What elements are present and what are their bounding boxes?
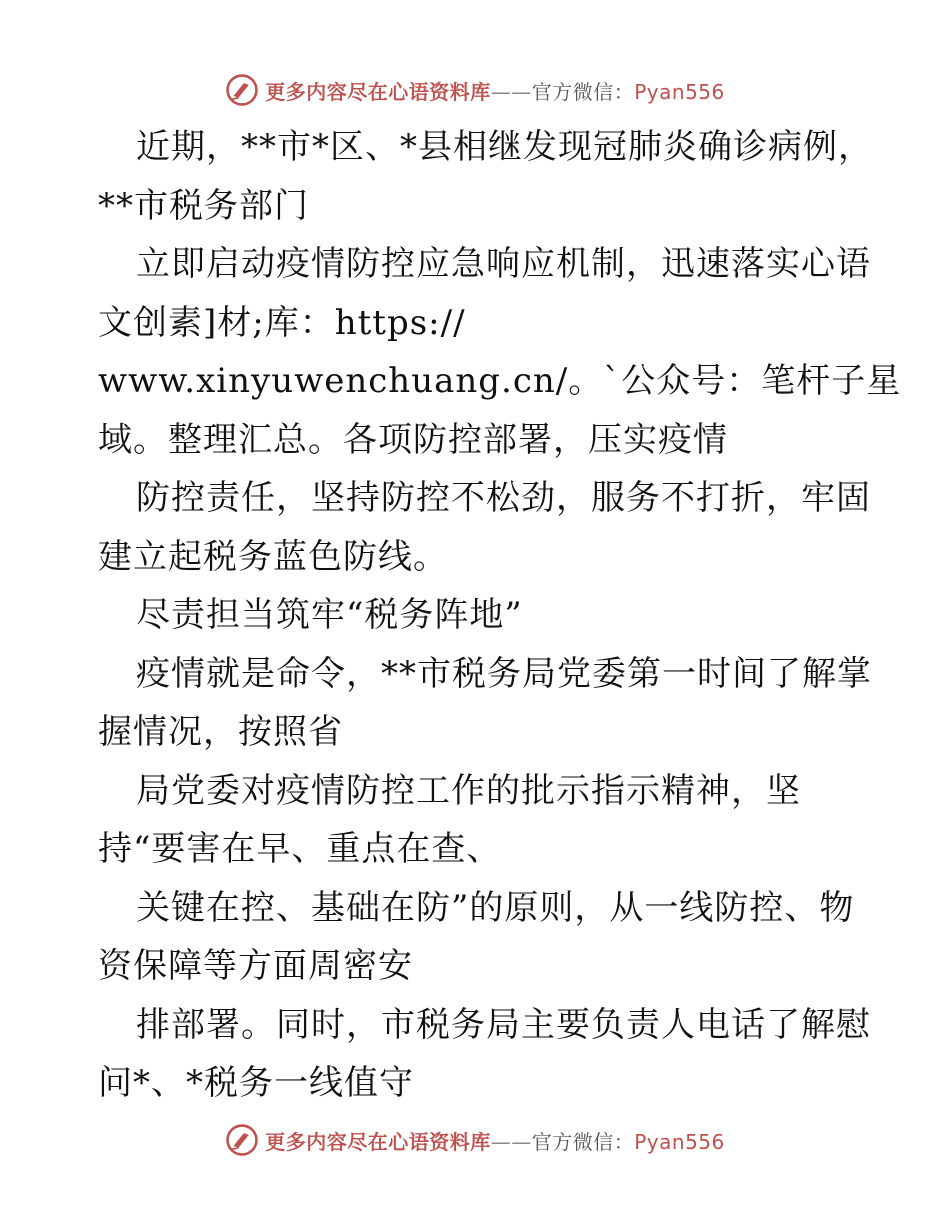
body-line: 建立起税务蓝色防线。	[98, 536, 448, 577]
book-quill-logo-icon	[225, 1123, 259, 1157]
header-banner	[0, 70, 950, 110]
body-line: **市税务部门	[98, 185, 309, 226]
body-line: 防控责任，坚持防控不松劲，服务不打折，牢固	[136, 478, 871, 518]
section-heading: 尽责担当筑牢“税务阵地”	[136, 595, 523, 635]
body-line: 持“要害在早、重点在查、	[98, 829, 502, 869]
body-line: 文创素]材;库：https://	[98, 302, 466, 343]
header-promo	[265, 76, 725, 105]
footer-promo	[265, 1126, 725, 1155]
body-line: www.xinyuwenchuang.cn/。`公众号：笔杆子星	[98, 361, 902, 401]
header-official-label: 官方微信：	[531, 79, 635, 104]
body-line: 立即启动疫情防控应急响应机制，迅速落实心语	[136, 244, 871, 284]
body-line: 资保障等方面周密安	[98, 946, 413, 986]
body-line: 域。整理汇总。各项防控部署，压实疫情	[98, 419, 728, 460]
body-line: 近期，**市*区、*县相继发现冠肺炎确诊病例，	[136, 127, 873, 167]
footer-wechat-id: Pyan556	[634, 1129, 725, 1154]
body-line: 关键在控、基础在防”的原则，从一线防控、物	[136, 887, 855, 928]
document-body	[98, 118, 902, 1113]
header-wechat-id: Pyan556	[634, 79, 725, 104]
header-dash: ——	[490, 79, 532, 104]
footer-promo-text: 更多内容尽在心语资料库	[265, 1129, 491, 1154]
body-line: 局党委对疫情防控工作的批示指示精神，坚	[136, 770, 801, 811]
book-quill-logo-icon	[225, 73, 259, 107]
header-promo-text: 更多内容尽在心语资料库	[265, 79, 491, 104]
body-line: 排部署。同时，市税务局主要负责人电话了解慰	[136, 1004, 871, 1045]
footer-official-label: 官方微信：	[531, 1129, 635, 1154]
body-line: 问*、*税务一线值守	[98, 1063, 414, 1103]
footer-banner	[0, 1120, 950, 1160]
body-line: 握情况，按照省	[98, 712, 343, 752]
footer-dash: ——	[490, 1129, 532, 1154]
body-line: 疫情就是命令，**市税务局党委第一时间了解掌	[136, 653, 872, 694]
